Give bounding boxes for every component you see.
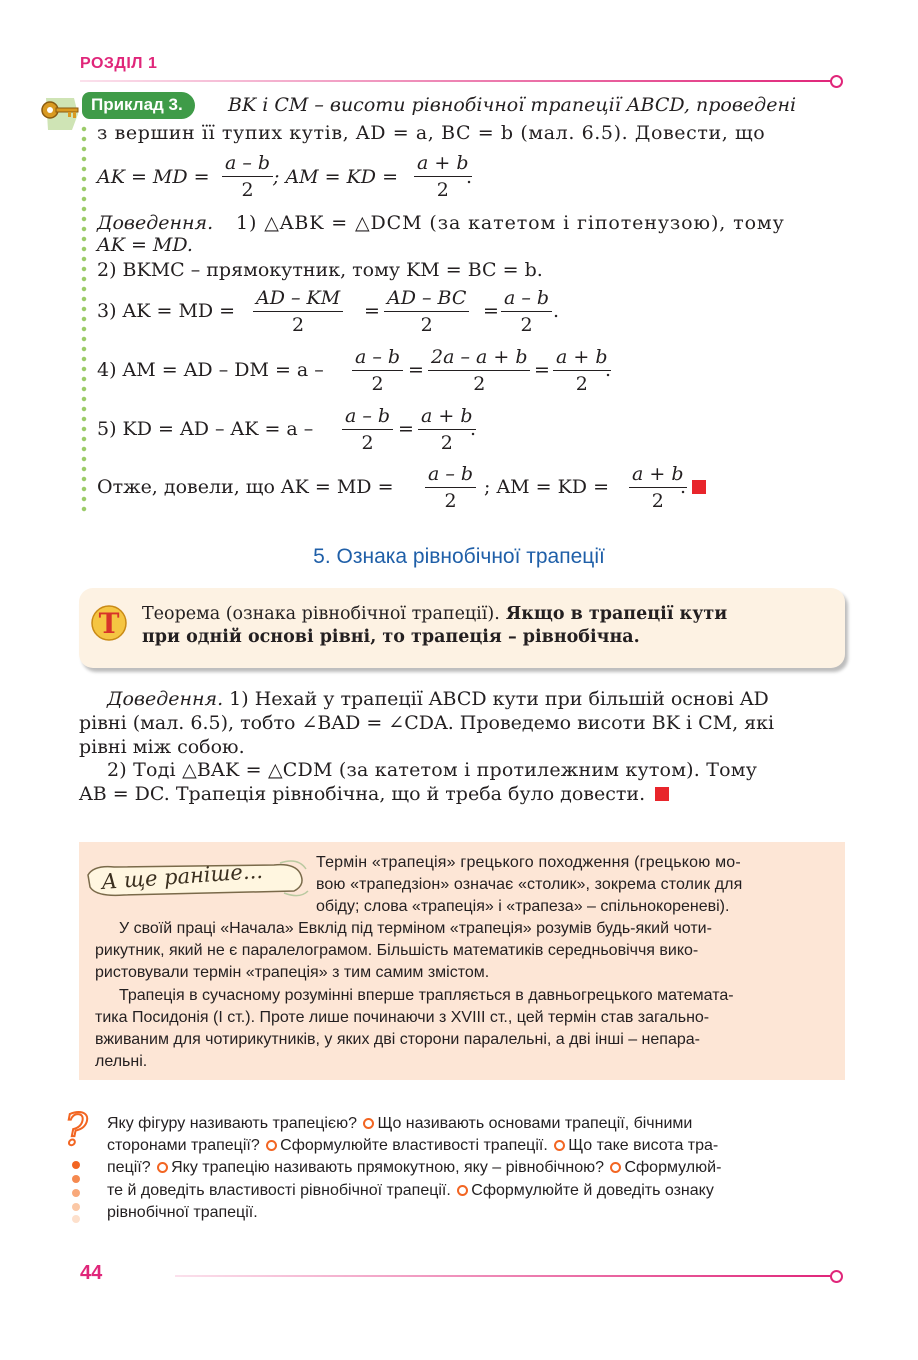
fraction-numerator: 2a – a + b: [428, 344, 530, 371]
history-line: ристовували термін «трапеція» з тим самим змістом.: [95, 964, 490, 981]
fraction-denominator: 2: [371, 373, 384, 395]
fraction: [253, 285, 343, 338]
question: Сформулюй-: [624, 1159, 722, 1176]
fraction-denominator: 2: [292, 314, 305, 336]
fraction: [425, 461, 476, 514]
proof-label: Доведення.: [97, 212, 214, 234]
end-of-proof-icon: [692, 480, 706, 494]
fraction-numerator: a – b: [342, 403, 393, 430]
fraction-numerator: a – b: [501, 285, 552, 312]
period: .: [680, 476, 687, 498]
history-line: вживаним для чотирикутників, у яких дві сторони паралельні, а дві інші – непара-: [95, 1031, 700, 1048]
proof-step-1: 1) △ABK = △DCM (за катетом і гіпотенузою), тому: [236, 212, 785, 234]
question: Що називають основами трапеції, бічними: [377, 1115, 693, 1132]
question-bullet-icon: [363, 1118, 374, 1129]
formula-period: .: [553, 300, 560, 322]
page-number: 44: [80, 1262, 103, 1284]
question-bullet-icon: [457, 1185, 468, 1196]
equals-sign: =: [398, 418, 414, 440]
equals-sign: =: [534, 359, 550, 381]
fraction-numerator: a + b: [414, 150, 472, 177]
proof-step-4: 4) AM = AD – DM = a –: [97, 359, 324, 381]
theorem-text: [142, 603, 727, 649]
history-line: лельні.: [95, 1053, 148, 1070]
fraction-denominator: 2: [575, 373, 588, 395]
theorem-line-2: при одній основі рівні, то трапеція – рівнобічна.: [142, 627, 640, 647]
fraction-denominator: 2: [436, 179, 449, 201]
example-statement-line-2: з вершин її тупих кутів, AD = a, BC = b (мал. 6.5). Довести, що: [97, 122, 766, 144]
questions-line-3: [107, 1157, 721, 1179]
svg-text:?: ?: [64, 1105, 88, 1156]
questions-line-2: [107, 1135, 718, 1157]
key-icon: [38, 96, 82, 132]
svg-text:T: T: [98, 607, 120, 640]
example-statement-line-1: BK і CM – висоти рівнобічної трапеції ABCD, проведені: [228, 94, 797, 116]
fraction: [629, 461, 687, 514]
footer-rule: [175, 1275, 832, 1277]
history-line: обіду; слова «трапеція» і «трапеза» – спільнокореневі).: [316, 898, 730, 915]
formula-period: .: [605, 359, 612, 381]
fraction-denominator: 2: [440, 432, 453, 454]
footer-rule-end-icon: [830, 1270, 843, 1283]
fraction-numerator: a – b: [352, 344, 403, 371]
theorem-icon: [90, 602, 128, 642]
fraction: [414, 150, 472, 203]
equals-sign: =: [483, 300, 499, 322]
fraction-denominator: 2: [241, 179, 254, 201]
history-line: тика Посидонія (І ст.). Проте лише починаючи з XVIII ст., цей термін став загально-: [95, 1009, 710, 1026]
fraction: [222, 150, 273, 203]
fraction: [384, 285, 469, 338]
question-icon: [60, 1105, 100, 1225]
history-tag-text: А ще раніше...: [100, 858, 264, 894]
questions-line-1: [107, 1113, 692, 1135]
fraction-denominator: 2: [444, 490, 457, 512]
fraction: [418, 403, 476, 456]
fraction-denominator: 2: [473, 373, 486, 395]
equals-sign: =: [364, 300, 380, 322]
fraction-denominator: 2: [361, 432, 374, 454]
formula-period: [680, 476, 706, 498]
formula-period: .: [466, 166, 473, 188]
history-line: У своїй праці «Начала» Евклід під терміном «трапеція» розумів будь-який чоти-: [119, 920, 712, 937]
equals-sign: =: [408, 359, 424, 381]
fraction: [553, 344, 611, 397]
question: Яку фігуру називають трапецією?: [107, 1115, 357, 1132]
formula-period: .: [470, 418, 477, 440]
proof2-line-5: [79, 783, 669, 805]
history-line: рикутник, який не є паралелограмом. Більшість математиків середньовіччя вико-: [95, 942, 699, 959]
history-line: вою «трапедзіон» означає «столик», зокрема столик для: [316, 876, 743, 893]
question: пеції?: [107, 1159, 151, 1176]
fraction-numerator: a + b: [553, 344, 611, 371]
header-rule-end-icon: [830, 75, 843, 88]
section-title: 5. Ознака рівнобічної трапеції: [313, 545, 605, 568]
fraction: [352, 344, 403, 397]
fraction-numerator: a + b: [418, 403, 476, 430]
question-bullet-icon: [610, 1162, 621, 1173]
fraction: [501, 285, 552, 338]
fraction: [342, 403, 393, 456]
proof2-line-3: рівні між собою.: [79, 736, 245, 758]
end-of-proof-icon: [655, 787, 669, 801]
formula-text: AK = MD =: [97, 166, 210, 188]
proof-conclusion-cont: ; AM = KD =: [484, 476, 610, 498]
question: Сформулюйте властивості трапеції.: [280, 1137, 548, 1154]
fraction-numerator: a – b: [222, 150, 273, 177]
question: Що таке висота тра-: [568, 1137, 719, 1154]
proof2-label: Доведення.: [107, 688, 224, 710]
question-bullet-icon: [554, 1140, 565, 1151]
history-banner-icon: [84, 855, 310, 905]
proof-step-5: 5) KD = AD – AK = a –: [97, 418, 314, 440]
fraction-denominator: 2: [420, 314, 433, 336]
example-badge: Приклад 3.: [82, 92, 195, 119]
proof-step-1-cont: AK = MD.: [97, 234, 193, 256]
proof-conclusion: Отже, довели, що AK = MD =: [97, 476, 394, 498]
theorem-line-1: [142, 603, 727, 626]
question: те й доведіть властивості рівнобічної трапеції.: [107, 1182, 451, 1199]
theorem-statement: Якщо в трапеції кути: [499, 604, 728, 624]
proof2-line-2: рівні (мал. 6.5), тобто ∠BAD = ∠CDA. Проведемо висоти BK і CM, які: [79, 712, 775, 734]
fraction: [428, 344, 530, 397]
proof2-line-1: [107, 688, 769, 710]
history-line: Термін «трапеція» грецького походження (грецькою мо-: [316, 854, 741, 871]
questions-line-5: рівнобічної трапеції.: [107, 1204, 258, 1221]
fraction-numerator: AD – KM: [253, 285, 343, 312]
proof-step-3: 3) AK = MD =: [97, 300, 236, 322]
fraction-denominator: 2: [651, 490, 664, 512]
questions-line-4: [107, 1180, 714, 1202]
fraction-denominator: 2: [520, 314, 533, 336]
fraction-numerator: a + b: [629, 461, 687, 488]
section-label: РОЗДІЛ 1: [80, 55, 158, 72]
proof2-text: 1) Нехай у трапеції ABCD кути при більшій основі AD: [223, 688, 769, 710]
example-dotted-border: [81, 124, 87, 516]
question: Сформулюйте й доведіть ознаку: [471, 1182, 714, 1199]
proof-step-2: 2) BKMC – прямокутник, тому KM = BC = b.: [97, 259, 543, 281]
theorem-title: Теорема (ознака рівнобічної трапеції).: [142, 604, 500, 624]
proof2-line-4: 2) Тоді △BAK = △CDM (за катетом і протилежним кутом). Тому: [107, 759, 758, 781]
fraction-numerator: a – b: [425, 461, 476, 488]
history-line: Трапеція в сучасному розумінні вперше трапляється в давньогрецького математа-: [119, 987, 734, 1004]
formula-text: ; AM = KD =: [273, 166, 399, 188]
question-bullet-icon: [157, 1162, 168, 1173]
fraction-numerator: AD – BC: [384, 285, 469, 312]
question: Яку трапецію називають прямокутною, яку – рівнобічною?: [171, 1159, 604, 1176]
question: сторонами трапеції?: [107, 1137, 260, 1154]
header-rule: [80, 80, 832, 82]
proof2-line-5-text: AB = DC. Трапеція рівнобічна, що й треба було довести.: [79, 783, 646, 805]
question-bullet-icon: [266, 1140, 277, 1151]
